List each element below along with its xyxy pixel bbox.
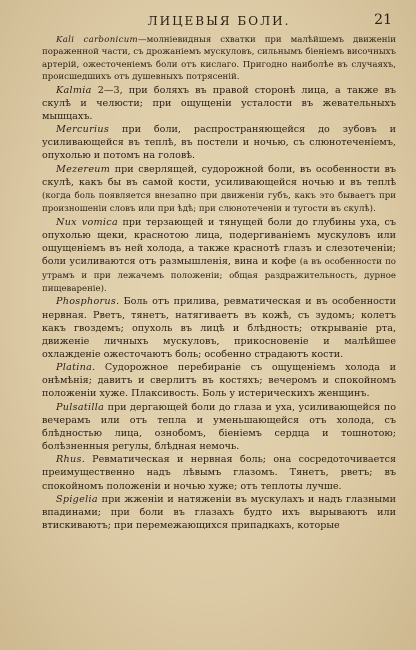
paragraph-text: при дергающей боли до глаза и уха, усиливающейся по вечерамъ или отъ тепла и уменьшающейся отъ холода, съ блѣдностью лица, ознобомъ, біеніемъ сердца и тошнотою; болѣзненныя регулы, блѣдная немочь. (42, 401, 396, 453)
paragraph (42, 123, 396, 162)
running-header (42, 14, 396, 32)
paragraph (42, 361, 396, 400)
remedy-name: Kalmia (56, 84, 92, 96)
remedy-name: Pulsatilla (56, 401, 105, 413)
paragraph (42, 401, 396, 454)
paragraph-note: (а въ особенности по утрамъ и при лежачемъ положеніи; общая раздражительность, дурное пищевареніе). (42, 257, 396, 294)
paragraph-text: 2—3, при боляхъ въ правой сторонѣ лица, а также въ скулѣ и челюсти; при ощущеніи усталости въ жевательныхъ мышцахъ. (42, 84, 396, 122)
paragraph (42, 493, 396, 532)
remedy-name: Spigelia (56, 493, 98, 505)
paragraph-note: (когда боль появляется внезапно при движеніи губъ, какъ это бываетъ при произношеніи словъ или при ѣдѣ; при слюнотеченіи и тугости въ скулѣ). (42, 190, 396, 215)
paragraph-text: . Боль отъ прилива, ревматическая и въ особенности нервная. Рветъ, тянетъ, натягиваетъ въ кожѣ, съ зудомъ; колетъ какъ гвоздемъ; опухоль въ лицѣ и блѣдность; открываніе рта, движеніе личныхъ мускуловъ, прикосновеніе и малѣйшее охлажденіе ожесточаютъ боль; особенно страдаютъ кости. (42, 296, 396, 360)
remedy-name: Rhus (56, 454, 82, 466)
paragraph (42, 216, 396, 296)
remedy-name: Phosphorus (56, 296, 117, 308)
header-title: ЛИЦЕВЫЯ БОЛИ. (147, 14, 291, 28)
paragraph-text: . Судорожное перебираніе съ ощущеніемъ холода и онѣмѣнія; давитъ и сверлитъ въ костяхъ; вечеромъ и спокойномъ положеніи хуже. Плаксивость. Боль у истерическихъ женщинъ. (42, 362, 396, 400)
paragraph-text: при боли, распространяющейся до зубовъ и усиливающейся въ теплѣ, въ постели и ночью, съ слюнотеченіемъ, опухолью и потомъ на головѣ. (42, 124, 396, 162)
paragraph-text: при сверлящей, судорожной боли, въ особенности въ скулѣ, какъ бы въ самой кости, усиливающейся ночью и въ теплѣ (42, 163, 396, 188)
paragraph (42, 34, 396, 84)
remedy-name: Nux vomica (56, 216, 118, 228)
paragraph (42, 84, 396, 123)
paragraph (42, 453, 396, 492)
remedy-name: Kali carbonicum (56, 35, 138, 45)
page-number: 21 (374, 12, 392, 28)
page-body (42, 34, 396, 532)
paragraph-text: при терзающей и тянущей боли до глубины уха, съ опухолью щеки, краснотою лица, подергиваніемъ мускуловъ или ощущеніемъ въ ней холода, а также краснотѣ глазъ и слезотеченіи; боли усиливаются отъ размышленія, вина и кофе (42, 216, 396, 268)
paragraph-text: при жженіи и натяженіи въ мускулахъ и надъ глазными впадинами; при боли въ глазахъ будто ихъ вырываютъ или втискиваютъ; при перемежающихся припадкахъ, которые (42, 493, 396, 532)
remedy-name: Mercurius (56, 124, 110, 136)
paragraph-text: —молніевидныя схватки при малѣйшемъ движеніи пораженной части, съ дрожаніемъ мускуловъ, сильнымъ біеніемъ височныхъ артерій, ожесточеніемъ боли отъ кислаго. Пригодно наиболѣе въ случаяхъ, происшедшихъ отъ душевныхъ потрясеній. (42, 35, 396, 83)
remedy-name: Platina (56, 362, 93, 374)
paragraph (42, 295, 396, 361)
paragraph-text: . Ревматическая и нервная боль; она сосредоточивается преимущественно надъ лѣвымъ глазомъ. Тянетъ, рветъ; въ спокойномъ положеніи и ночью хуже; отъ теплоты лучше. (42, 454, 396, 492)
remedy-name: Mezereum (56, 163, 111, 175)
paragraph (42, 163, 396, 216)
